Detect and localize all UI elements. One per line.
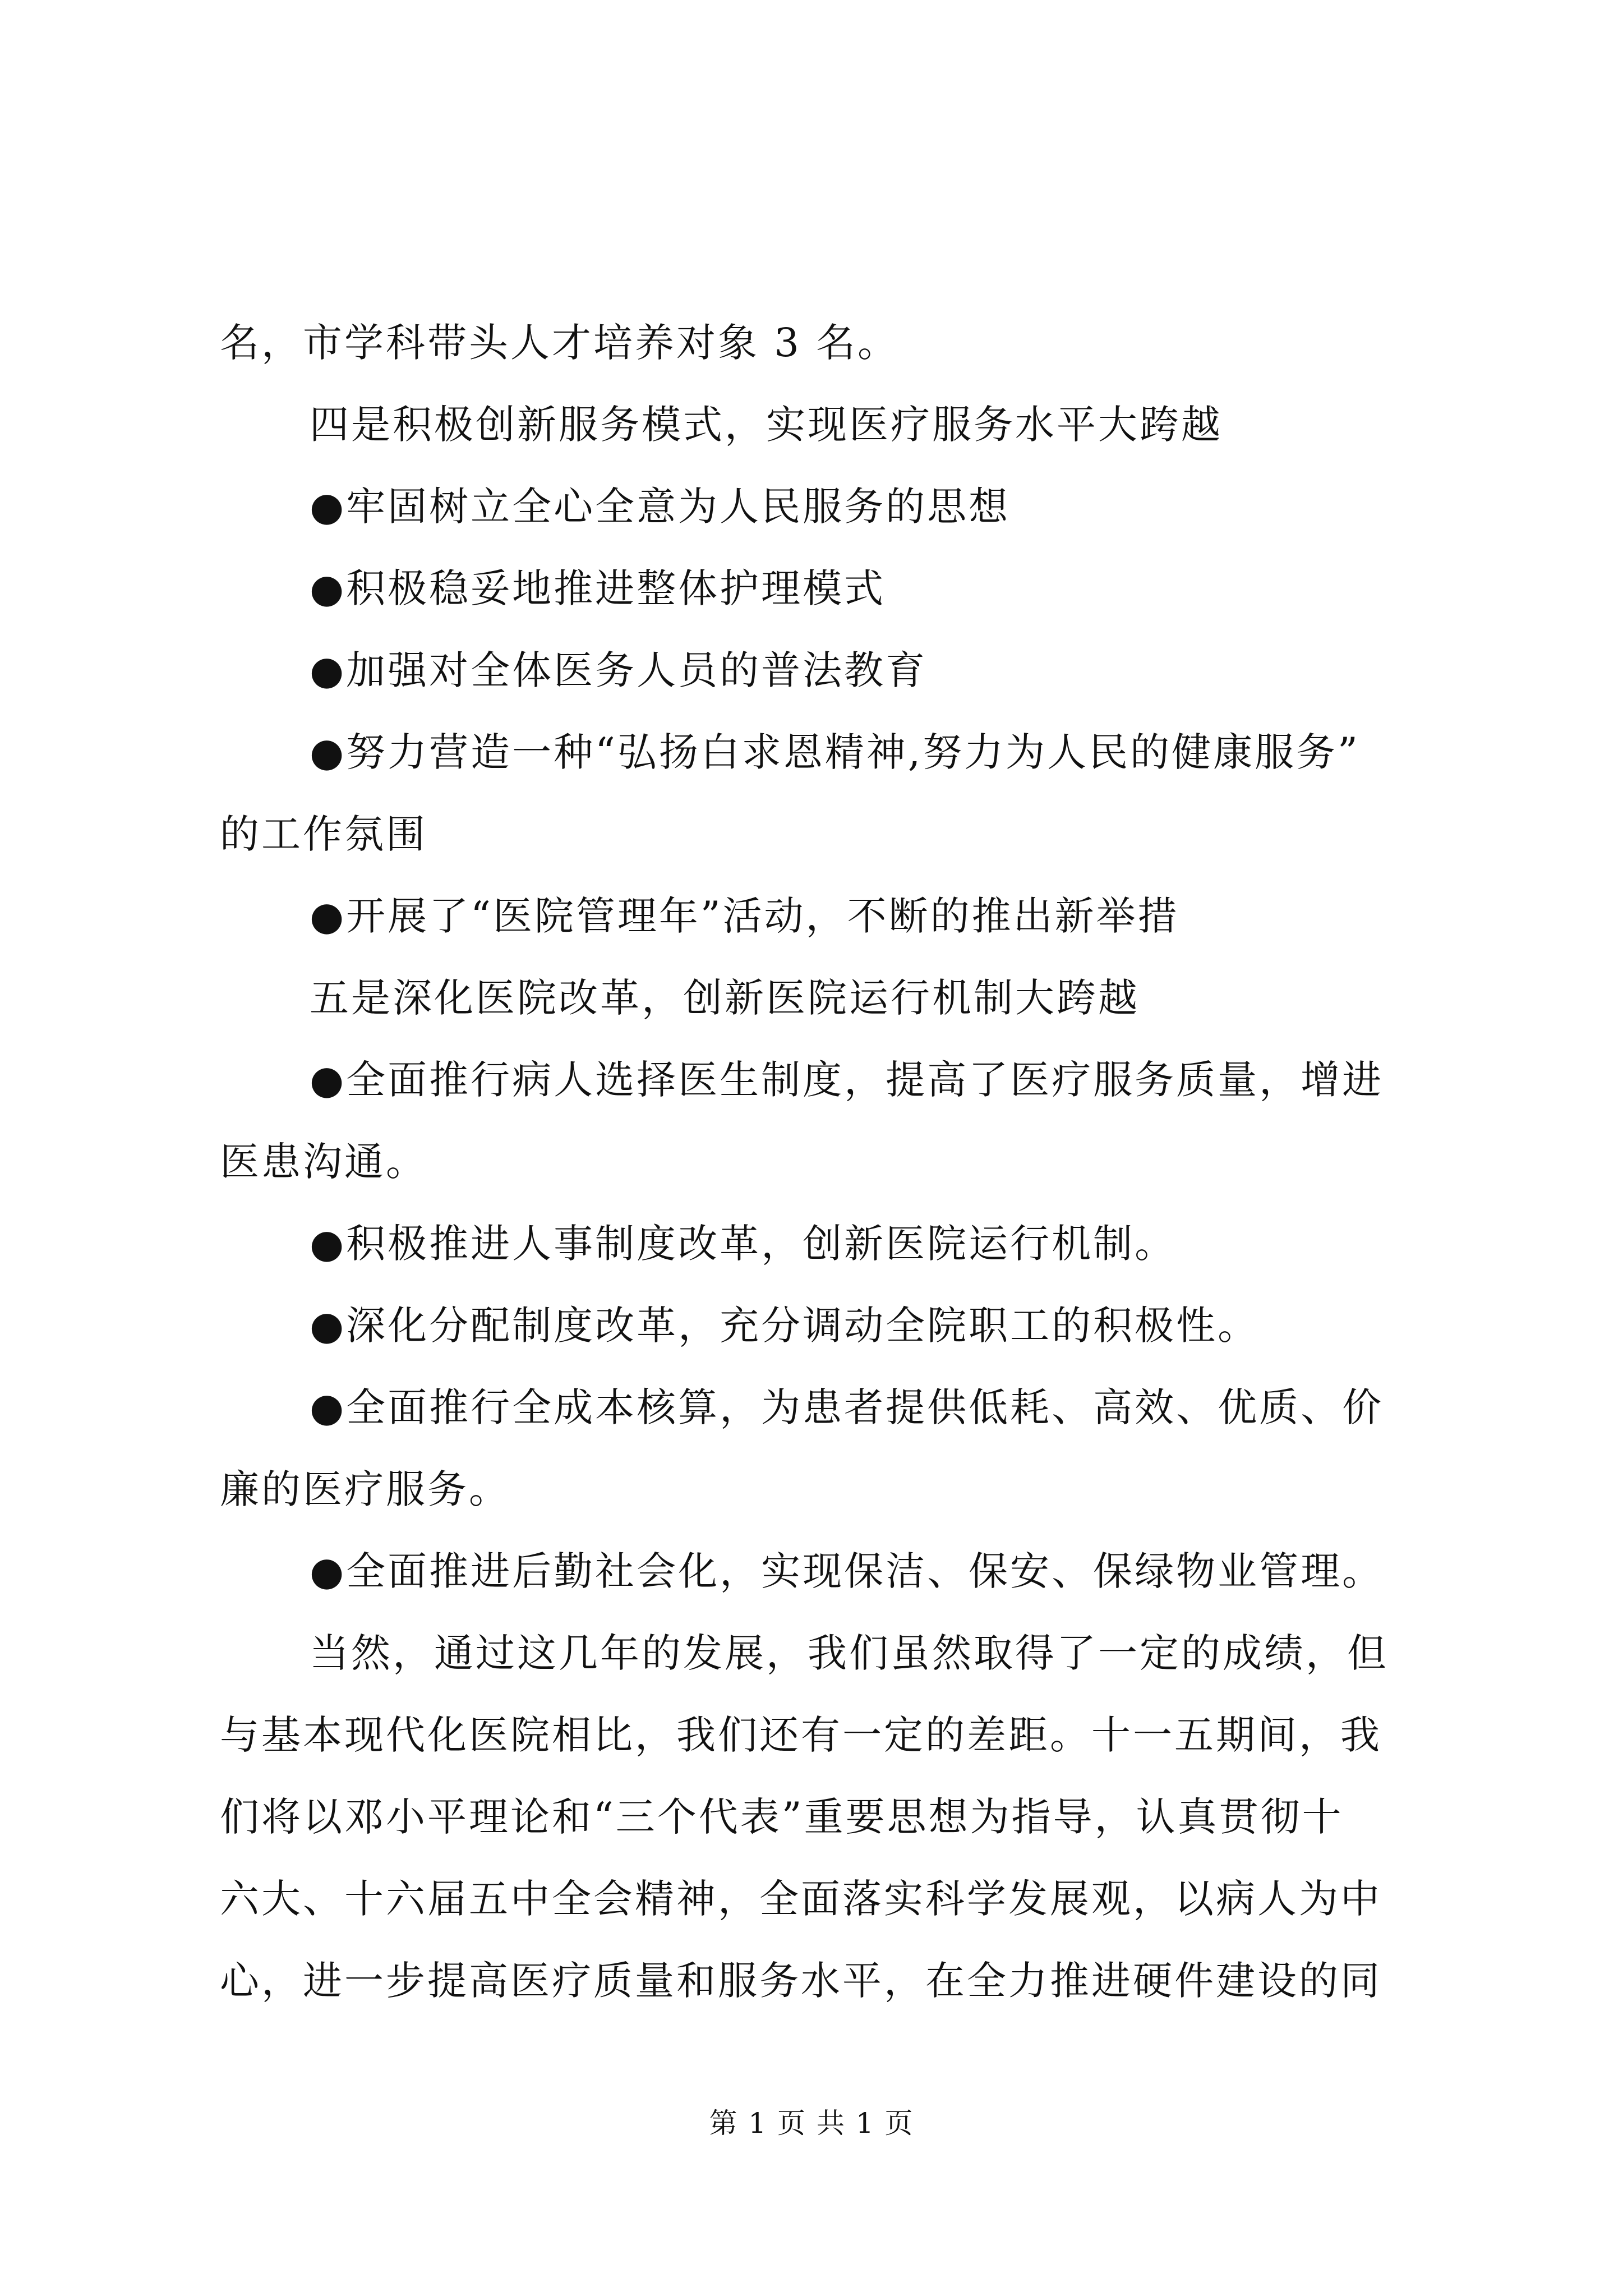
text-line: ●牢固树立全心全意为人民服务的思想 (310, 484, 1011, 530)
text-line: 们将以邓小平理论和“三个代表”重要思想为指导，认真贯彻十 (220, 1794, 1344, 1840)
text-line: ●加强对全体医务人员的普法教育 (310, 647, 928, 693)
text-line: 四是积极创新服务模式，实现医疗服务水平大跨越 (310, 402, 1223, 448)
text-line: 六大、十六届五中全会精神，全面落实科学发展观，以病人为中 (220, 1876, 1382, 1922)
text-line: 名，市学科带头人才培养对象 3 名。 (220, 320, 900, 366)
text-line: ●全面推进后勤社会化，实现保洁、保安、保绿物业管理。 (310, 1548, 1384, 1594)
text-line: ●努力营造一种“弘扬白求恩精神,努力为人民的健康服务” (310, 729, 1360, 775)
text-line: 与基本现代化医院相比，我们还有一定的差距。十一五期间，我 (220, 1712, 1382, 1758)
text-line: 心，进一步提高医疗质量和服务水平，在全力推进硬件建设的同 (220, 1958, 1382, 2004)
text-line: ●深化分配制度改革，充分调动全院职工的积极性。 (310, 1303, 1260, 1349)
text-line: 的工作氛围 (220, 811, 427, 857)
text-line: 当然，通过这几年的发展，我们虽然取得了一定的成绩，但 (310, 1630, 1389, 1676)
text-line: 廉的医疗服务。 (220, 1466, 510, 1512)
text-line: ●全面推行病人选择医生制度，提高了医疗服务质量，增进 (310, 1057, 1384, 1103)
text-line: ●全面推行全成本核算，为患者提供低耗、高效、优质、价 (310, 1384, 1384, 1430)
text-line: ●开展了“医院管理年”活动，不断的推出新举措 (310, 893, 1179, 939)
text-line: ●积极稳妥地推进整体护理模式 (310, 565, 886, 611)
text-line: 医患沟通。 (220, 1139, 427, 1185)
page-footer: 第 1 页 共 1 页 (709, 2107, 914, 2139)
text-line: ●积极推进人事制度改革，创新医院运行机制。 (310, 1221, 1177, 1267)
document-body (220, 302, 1442, 2022)
text-line: 五是深化医院改革，创新医院运行机制大跨越 (310, 975, 1140, 1021)
